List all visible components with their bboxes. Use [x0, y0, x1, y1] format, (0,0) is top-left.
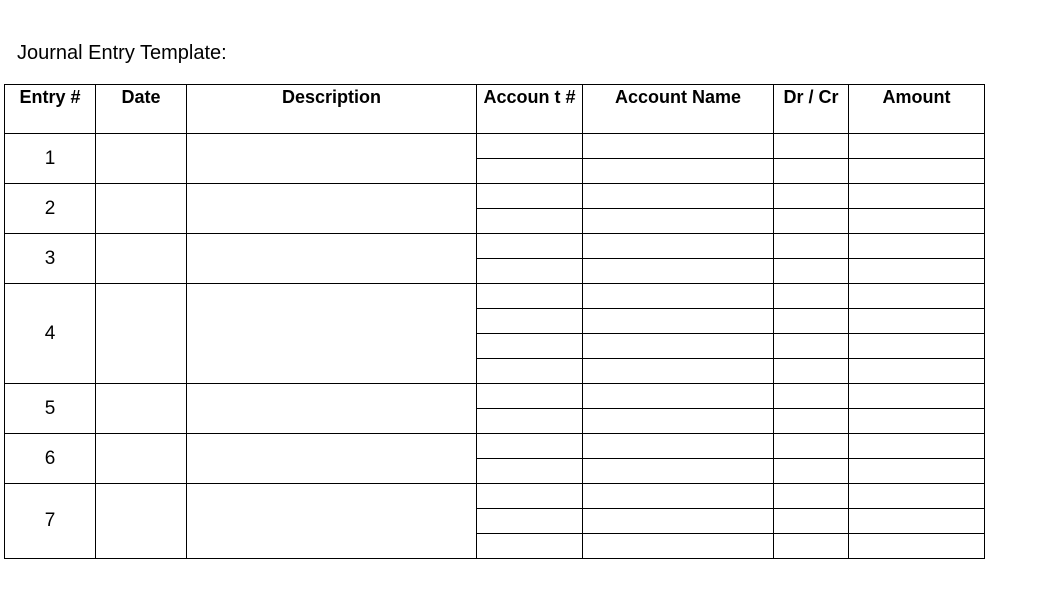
- dr-cr-cell[interactable]: [774, 259, 849, 284]
- amount-cell[interactable]: [849, 509, 985, 534]
- account-number-cell[interactable]: [477, 309, 583, 334]
- journal-body: [5, 134, 985, 559]
- account-number-cell[interactable]: [477, 459, 583, 484]
- account-number-cell[interactable]: [477, 159, 583, 184]
- table-row: [5, 484, 985, 509]
- date-cell[interactable]: [96, 134, 187, 184]
- description-cell[interactable]: [187, 434, 477, 484]
- amount-cell[interactable]: [849, 309, 985, 334]
- date-cell[interactable]: [96, 234, 187, 284]
- account-number-cell[interactable]: [477, 534, 583, 559]
- dr-cr-cell[interactable]: [774, 509, 849, 534]
- table-row: [5, 234, 985, 259]
- entry-number-cell: 6: [5, 434, 96, 484]
- account-number-cell[interactable]: [477, 359, 583, 384]
- account-name-cell[interactable]: [583, 359, 774, 384]
- amount-cell[interactable]: [849, 384, 985, 409]
- entry-number-cell: 4: [5, 284, 96, 384]
- amount-cell[interactable]: [849, 334, 985, 359]
- dr-cr-cell[interactable]: [774, 409, 849, 434]
- description-cell[interactable]: [187, 234, 477, 284]
- account-number-cell[interactable]: [477, 134, 583, 159]
- account-number-cell[interactable]: [477, 259, 583, 284]
- amount-cell[interactable]: [849, 434, 985, 459]
- dr-cr-cell[interactable]: [774, 459, 849, 484]
- column-header-account-number: Accoun t #: [477, 85, 583, 134]
- account-number-cell[interactable]: [477, 284, 583, 309]
- account-name-cell[interactable]: [583, 434, 774, 459]
- account-name-cell[interactable]: [583, 459, 774, 484]
- amount-cell[interactable]: [849, 259, 985, 284]
- dr-cr-cell[interactable]: [774, 334, 849, 359]
- entry-number-cell: 2: [5, 184, 96, 234]
- dr-cr-cell[interactable]: [774, 159, 849, 184]
- date-cell[interactable]: [96, 434, 187, 484]
- amount-cell[interactable]: [849, 284, 985, 309]
- account-name-cell[interactable]: [583, 534, 774, 559]
- description-cell[interactable]: [187, 184, 477, 234]
- account-name-cell[interactable]: [583, 184, 774, 209]
- account-number-cell[interactable]: [477, 484, 583, 509]
- dr-cr-cell[interactable]: [774, 484, 849, 509]
- account-number-cell[interactable]: [477, 384, 583, 409]
- dr-cr-cell[interactable]: [774, 534, 849, 559]
- account-name-cell[interactable]: [583, 134, 774, 159]
- table-row: [5, 184, 985, 209]
- column-header-amount: Amount: [849, 85, 985, 134]
- dr-cr-cell[interactable]: [774, 209, 849, 234]
- account-name-cell[interactable]: [583, 309, 774, 334]
- table-row: [5, 284, 985, 309]
- table-row: [5, 384, 985, 409]
- journal-entry-table: [4, 84, 985, 559]
- dr-cr-cell[interactable]: [774, 284, 849, 309]
- column-header-date: Date: [96, 85, 187, 134]
- entry-number-cell: 3: [5, 234, 96, 284]
- account-name-cell[interactable]: [583, 384, 774, 409]
- date-cell[interactable]: [96, 184, 187, 234]
- dr-cr-cell[interactable]: [774, 434, 849, 459]
- dr-cr-cell[interactable]: [774, 384, 849, 409]
- column-header-description: Description: [187, 85, 477, 134]
- amount-cell[interactable]: [849, 184, 985, 209]
- amount-cell[interactable]: [849, 459, 985, 484]
- date-cell[interactable]: [96, 484, 187, 559]
- entry-number-cell: 1: [5, 134, 96, 184]
- table-row: [5, 134, 985, 159]
- page-title: Journal Entry Template:: [17, 42, 227, 64]
- amount-cell[interactable]: [849, 134, 985, 159]
- description-cell[interactable]: [187, 484, 477, 559]
- amount-cell[interactable]: [849, 159, 985, 184]
- amount-cell[interactable]: [849, 534, 985, 559]
- dr-cr-cell[interactable]: [774, 309, 849, 334]
- description-cell[interactable]: [187, 384, 477, 434]
- date-cell[interactable]: [96, 284, 187, 384]
- column-header-entry: Entry #: [5, 85, 96, 134]
- account-number-cell[interactable]: [477, 434, 583, 459]
- account-name-cell[interactable]: [583, 484, 774, 509]
- account-name-cell[interactable]: [583, 284, 774, 309]
- description-cell[interactable]: [187, 134, 477, 184]
- entry-number-cell: 5: [5, 384, 96, 434]
- description-cell[interactable]: [187, 284, 477, 384]
- entry-number-cell: 7: [5, 484, 96, 559]
- column-header-dr-cr: Dr / Cr: [774, 85, 849, 134]
- amount-cell[interactable]: [849, 209, 985, 234]
- account-name-cell[interactable]: [583, 509, 774, 534]
- amount-cell[interactable]: [849, 234, 985, 259]
- account-number-cell[interactable]: [477, 509, 583, 534]
- table-row: [5, 434, 985, 459]
- account-number-cell[interactable]: [477, 334, 583, 359]
- account-name-cell[interactable]: [583, 259, 774, 284]
- dr-cr-cell[interactable]: [774, 134, 849, 159]
- account-name-cell[interactable]: [583, 334, 774, 359]
- account-number-cell[interactable]: [477, 234, 583, 259]
- dr-cr-cell[interactable]: [774, 234, 849, 259]
- amount-cell[interactable]: [849, 409, 985, 434]
- account-number-cell[interactable]: [477, 409, 583, 434]
- dr-cr-cell[interactable]: [774, 184, 849, 209]
- date-cell[interactable]: [96, 384, 187, 434]
- header-row: [5, 85, 985, 134]
- account-name-cell[interactable]: [583, 234, 774, 259]
- account-number-cell[interactable]: [477, 184, 583, 209]
- column-header-account-name: Account Name: [583, 85, 774, 134]
- amount-cell[interactable]: [849, 484, 985, 509]
- account-name-cell[interactable]: [583, 159, 774, 184]
- amount-cell[interactable]: [849, 359, 985, 384]
- dr-cr-cell[interactable]: [774, 359, 849, 384]
- account-name-cell[interactable]: [583, 409, 774, 434]
- account-number-cell[interactable]: [477, 209, 583, 234]
- account-name-cell[interactable]: [583, 209, 774, 234]
